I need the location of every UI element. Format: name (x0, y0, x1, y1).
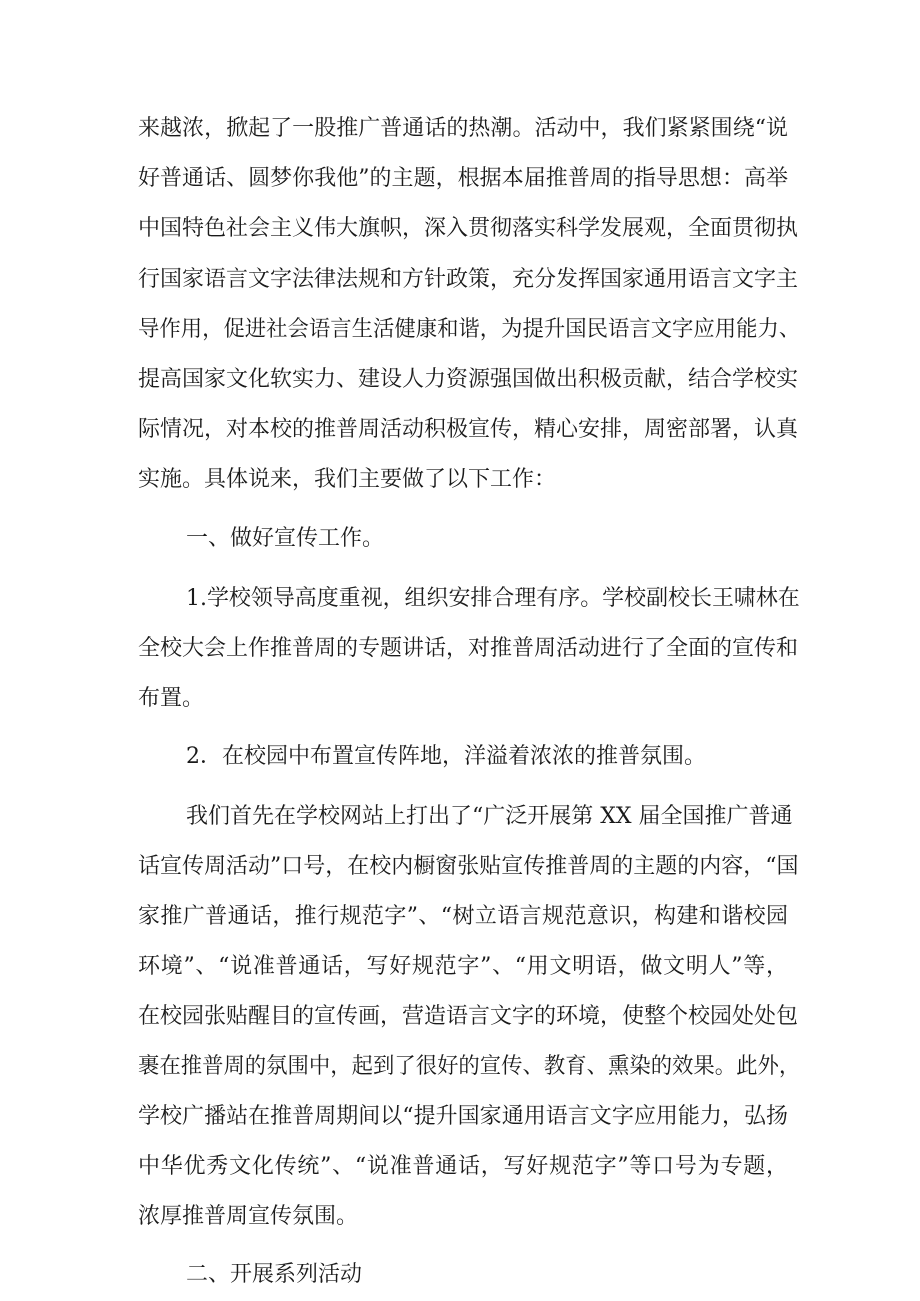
paragraph-1-line-6: 提高国家文化软实力、建设人力资源强国做出积极贡献，结合学校实 (138, 367, 799, 392)
paragraph-4-line-5: 在校园张贴醒目的宣传画，营造语言文字的环境，使整个校园处处包 (138, 1004, 799, 1029)
section-heading-2: 二、开展系列活动 (186, 1262, 363, 1287)
paragraph-2-line-2: 全校大会上作推普周的专题讲话，对推普周活动进行了全面的宣传和 (138, 636, 799, 661)
paragraph-4-line-8: 中华优秀文化传统”、“说准普通话，写好规范字”等口号为专题， (138, 1154, 788, 1179)
paragraph-1-line-8: 实施。具体说来，我们主要做了以下工作： (138, 467, 557, 492)
paragraph-3-line-1: 2．在校园中布置宣传阵地，洋溢着浓浓的推普氛围。 (186, 744, 706, 769)
paragraph-2-line-3: 布置。 (138, 686, 205, 711)
paragraph-1-line-3: 中国特色社会主义伟大旗帜，深入贯彻落实科学发展观，全面贯彻执 (138, 216, 799, 241)
paragraph-1-line-1: 来越浓，掀起了一股推广普通话的热潮。活动中，我们紧紧围绕“说 (138, 116, 788, 141)
paragraph-4-line-3: 家推广普通话，推行规范字”、“树立语言规范意识，构建和谐校园 (138, 904, 788, 929)
paragraph-4-line-1: 我们首先在学校网站上打出了“广泛开展第 XX 届全国推广普通 (186, 804, 793, 829)
paragraph-4-line-6: 裹在推普周的氛围中，起到了很好的宣传、教育、熏染的效果。此外， (138, 1054, 801, 1079)
paragraph-1-line-5: 导作用，促进社会语言生活健康和谐，为提升国民语言文字应用能力、 (138, 317, 801, 342)
paragraph-1-line-7: 际情况，对本校的推普周活动积极宣传，精心安排，周密部署，认真 (138, 417, 799, 442)
paragraph-4-line-7: 学校广播站在推普周期间以“提升国家通用语言文字应用能力，弘扬 (138, 1104, 788, 1129)
section-heading-1: 一、做好宣传工作。 (186, 526, 385, 551)
paragraph-4-line-9: 浓厚推普周宣传氛围。 (138, 1204, 359, 1229)
paragraph-2-line-1: 1.学校领导高度重视，组织安排合理有序。学校副校长王啸林在 (186, 586, 800, 611)
paragraph-4-line-2: 话宣传周活动”口号，在校内橱窗张贴宣传推普周的主题的内容，“国 (138, 854, 799, 879)
paragraph-1-line-4: 行国家语言文字法律法规和方针政策，充分发挥国家通用语言文字主 (138, 267, 799, 292)
paragraph-4-line-4: 环境”、“说准普通话，写好规范字”、“用文明语，做文明人”等， (138, 954, 788, 979)
paragraph-1-line-2: 好普通话、圆梦你我他”的主题，根据本届推普周的指导思想：高举 (138, 166, 788, 191)
